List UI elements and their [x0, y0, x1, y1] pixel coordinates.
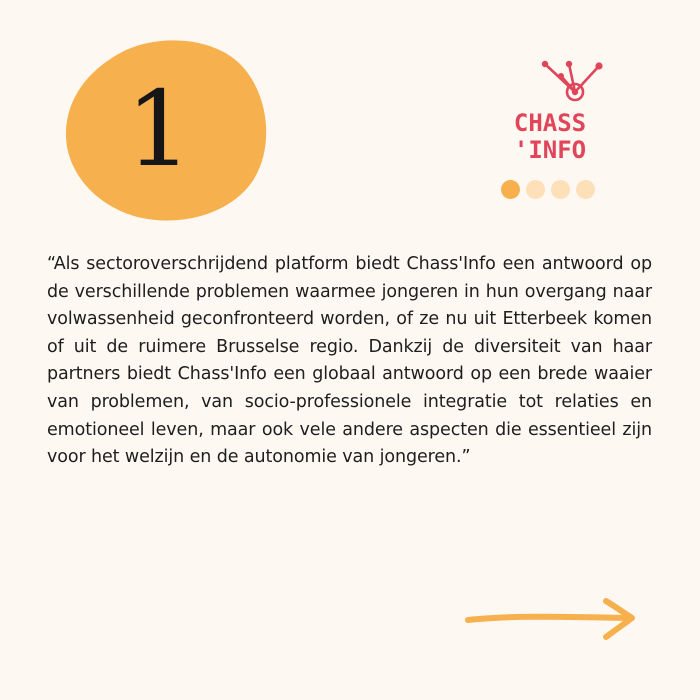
logo-line-1: CHASS [513, 109, 587, 137]
quote-text: “Als sectoroverschrijdend platform biedt Chass'Info een antwoord op de verschillende problemen waarmee jongeren in hun overgang naar volwassenheid geconfronteerd worden, of ze nu uit Etterbeek komen of uit de ruimere Brusselse regio. Dankzij de diversiteit van haar partners biedt Chass'Info een globaal antwoord op een brede waaier van problemen, van socio-professionele integratie tot relaties en emotioneel leven, maar ook vele andere aspecten die essentieel zijn voor het welzijn en de autonomie van jongeren.” [47, 254, 652, 468]
slide-number: 1 [125, 68, 193, 190]
chassinfo-logo [505, 56, 605, 196]
logo-line-2: 'INFO [513, 136, 587, 164]
pagination-dot-1[interactable] [501, 180, 520, 199]
pagination-dot-3[interactable] [551, 180, 570, 199]
pagination-dot-2[interactable] [526, 180, 545, 199]
pagination-dots [501, 180, 595, 199]
network-hub-icon [535, 56, 607, 112]
logo-wordmark [505, 110, 595, 164]
arrow-right-icon[interactable] [462, 593, 642, 643]
pagination-dot-4[interactable] [576, 180, 595, 199]
